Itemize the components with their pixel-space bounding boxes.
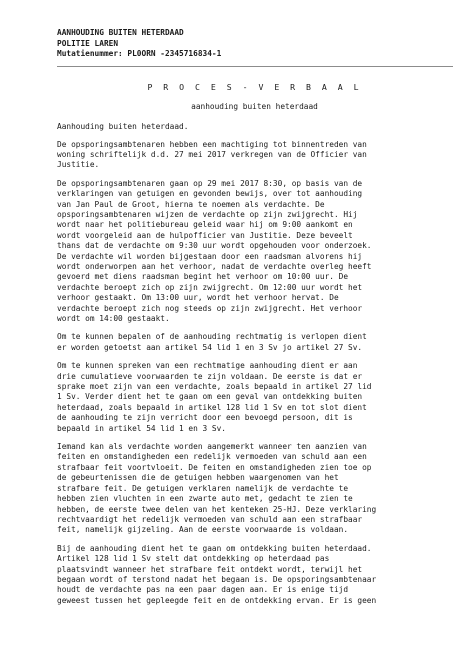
text-line: wordt naar het politiebureau geleid waar hij om 9:00 aankomt en <box>57 220 353 230</box>
text-line: geweest tussen het gepleegde feit en de ontdekking ervan. Er is geen <box>57 595 377 605</box>
body-paragraph <box>57 140 455 171</box>
body-paragraph <box>57 361 455 434</box>
text-line: Iemand kan als verdachte worden aangemerkt wanneer ten aanzien van <box>57 442 367 452</box>
header-mutation-number: Mutatienummer: PL0ORN -2345716834-1 <box>57 49 222 58</box>
header-department: POLITIE LAREN <box>57 38 119 48</box>
text-line: strafbare feit. De getuigen verklaren namelijk de verdachte te <box>57 483 349 493</box>
text-line: opsporingsambtenaren wijzen de verdachte op zijn zwijgrecht. Hij <box>57 209 358 219</box>
text-line: verklaringen van getuigen en gevonden bewijs, over tot aanhouding <box>57 189 363 199</box>
text-line: van Jan Paul de Groot, hierna te noemen als verdachte. De <box>57 199 325 209</box>
text-line: rechtvaardigt het redelijk vermoeden van schuld aan een strafbaar <box>57 514 363 524</box>
text-line: wordt onderworpen aan het verhoor, nadat de verdachte overleg heeft <box>57 261 372 271</box>
text-line: gevoerd met diens raadsman begint het verhoor om 10:00 uur. De <box>57 272 349 282</box>
text-line: 1 Sv. Verder dient het te gaan om een geval van ontdekking buiten <box>57 392 363 402</box>
text-line: wordt voorgeleid aan de hulpofficier van Justitie. Deze beveelt <box>57 230 353 240</box>
body-paragraph <box>57 544 455 606</box>
text-line: houdt de verdachte pas na een paar dagen aan. Er is enige tijd <box>57 585 349 595</box>
text-line: hebben, de eerste twee delen van het kenteken 25-HJ. Deze verklaring <box>57 504 377 514</box>
document-title: P R O C E S - V E R B A A L <box>147 81 362 92</box>
text-line: strafbaar feit voortvloeit. De feiten en omstandigheden zien toe op <box>57 462 372 472</box>
text-line: plaatsvindt wanneer het strafbare feit ontdekt wordt, terwijl het <box>57 564 363 574</box>
text-line: Artikel 128 lid 1 Sv stelt dat ontdekking op heterdaad pas <box>57 554 330 564</box>
text-line: heterdaad, zoals bepaald in artikel 128 lid 1 Sv en tot slot dient <box>57 402 367 412</box>
body-paragraph <box>57 442 455 536</box>
text-line: drie cumulatieve voorwaarden te zijn voldaan. De eerste is dat er <box>57 371 363 381</box>
text-line: feiten en omstandigheden een redelijk vermoeden van schuld aan een <box>57 452 367 462</box>
text-line: verdachte beroept zich op zijn zwijgrecht. Om 12:00 uur wordt het <box>57 282 363 292</box>
text-line: verhoor gestaakt. Om 13:00 uur, wordt het verhoor hervat. De <box>57 293 339 303</box>
document-body <box>57 140 452 607</box>
text-line: hebben zien vluchten in een zwarte auto met, gedacht te zien te <box>57 494 353 504</box>
text-line: De opsporingsambtenaren hebben een machtiging tot binnentreden van <box>57 139 367 149</box>
text-line: Om te kunnen bepalen of de aanhouding rechtmatig is verlopen dient <box>57 332 367 342</box>
text-line: feit, namelijk gijzeling. Aan de eerste voorwaarde is voldaan. <box>57 525 349 535</box>
text-line: Justitie. <box>57 160 100 170</box>
text-line: er worden getoetst aan artikel 54 lid 1 en 3 Sv jo artikel 27 Sv. <box>57 342 363 352</box>
text-line: wordt om 14:00 gestaakt. <box>57 314 170 323</box>
text-line: thans dat de verdachte om 9:30 uur wordt opgehouden voor onderzoek. <box>57 241 372 251</box>
text-line: De verdachte wil worden bijgestaan door een raadsman alvorens hij <box>57 251 363 261</box>
body-paragraph <box>57 332 455 353</box>
text-line: de aanhouding te zijn verricht door een bevoegd persoon, dit is <box>57 413 353 423</box>
text-line: woning schriftelijk d.d. 27 mei 2017 verkregen van de Officier van <box>57 149 367 159</box>
body-paragraph <box>57 179 455 325</box>
document-header <box>57 28 452 60</box>
text-line: De opsporingsambtenaren gaan op 29 mei 2017 8:30, op basis van de <box>57 178 363 188</box>
document-subtitle: aanhouding buiten heterdaad <box>191 101 318 111</box>
header-divider <box>57 66 453 67</box>
text-line: bepaald in artikel 54 lid 1 en 3 Sv. <box>57 423 226 433</box>
text-line: verdachte beroept zich nog steeds op zijn zwijgrecht. Het verhoor <box>57 303 363 313</box>
text-line: begaan wordt of terstond nadat het begaan is. De opsporingsambtenaar <box>57 574 377 584</box>
text-line: de gebeurtenissen die de getuigen hebben waargenomen van het <box>57 473 339 483</box>
text-line: sprake moet zijn van een verdachte, zoals bepaald in artikel 27 lid <box>57 382 372 392</box>
header-title: AANHOUDING BUITEN HETERDAAD <box>57 28 184 37</box>
text-line: Om te kunnen spreken van een rechtmatige aanhouding dient er aan <box>57 361 358 371</box>
intro-line: Aanhouding buiten heterdaad. <box>57 121 189 131</box>
text-line: Bij de aanhouding dient het te gaan om ontdekking buiten heterdaad. <box>57 543 372 553</box>
